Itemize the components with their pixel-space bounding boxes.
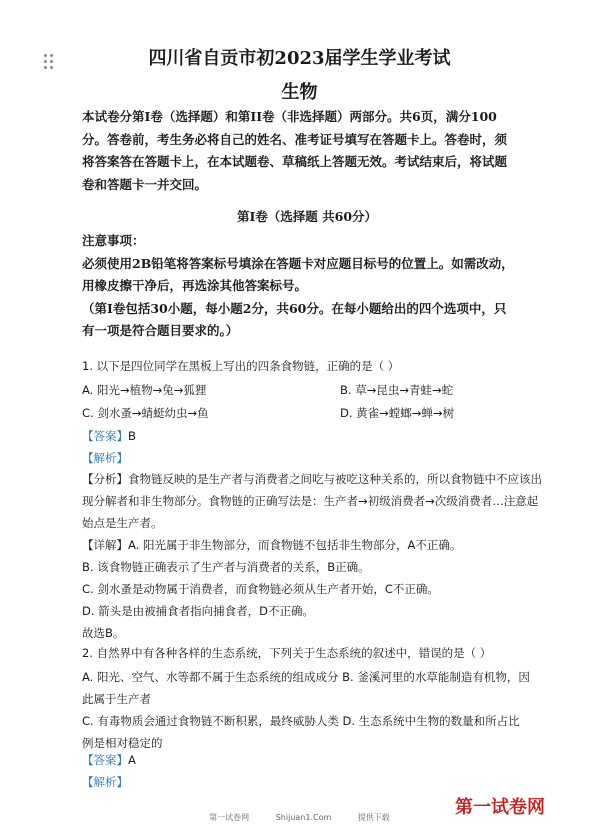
answer-tag: 【答案】: [82, 429, 128, 443]
notes: [82, 230, 532, 343]
analysis-line: 【详解】A. 阳光属于非生物部分，而食物链不包括非生物部分，A不正确。: [82, 538, 462, 552]
analysis-line: C. 剑水蚤是动物属于消费者，而食物链必须从生产者开始，C不正确。: [82, 582, 439, 596]
footer-note: 提供下载: [357, 813, 390, 822]
instructions: [82, 106, 532, 196]
note-line: 有一项是符合题目要求的。）: [82, 323, 239, 338]
analysis-tag: 【解析】: [82, 775, 128, 789]
watermark-logo: 第一试卷网: [455, 797, 545, 818]
analysis-line: 现分解者和非生物部分。食物链的正确写法是：生产者→初级消费者→次级消费者…注意起: [82, 494, 539, 508]
instruction-line: 卷和答题卡一并交回。: [82, 176, 208, 192]
question-2-analysis-tag: [82, 774, 128, 790]
instruction-line: 分。答卷前，考生务必将自己的姓名、准考证号填写在答题卡上。答卷时，须: [82, 131, 508, 147]
analysis-line: 【分析】食物链反映的是生产者与消费者之间吃与被吃这种关系的，所以食物链中不应该出: [82, 472, 542, 486]
analysis-line: B. 该食物链正确表示了生产者与消费者的关系，B正确。: [82, 560, 370, 574]
section-title: 第I卷（选择题 共60分）: [236, 209, 378, 224]
analysis-tag: 【解析】: [82, 451, 128, 465]
question-2-stem: 2. 自然界中有各种各样的生态系统，下列关于生态系统的叙述中，错误的是（ ）: [82, 646, 492, 660]
question-1-analysis-tag: [82, 450, 128, 466]
answer-tag: 【答案】: [82, 753, 128, 767]
instruction-line: 将答案答在答题卡上，在本试题卷、草稿纸上答题无效。考试结束后，将试题: [82, 154, 508, 169]
analysis-line: 故选B。: [82, 626, 125, 640]
option-line: A. 阳光、空气、水等都不属于生态系统的组成成分 B. 釜溪河里的水草能制造有机物，因: [82, 670, 530, 684]
footer-site: 第一试卷网: [209, 813, 250, 822]
option-line: C. 有毒物质会通过食物链不断积累，最终威胁人类 D. 生态系统中生物的数量和所占比: [82, 714, 520, 728]
question-1-stem: 1. 以下是四位同学在黑板上写出的四条食物链，正确的是（ ）: [82, 359, 400, 373]
note-line: 用橡皮擦干净后，再选涂其他答案标号。: [82, 278, 308, 293]
question-1-analysis: [82, 468, 542, 644]
analysis-line: D. 箭头是由被捕食者指向捕食者，D不正确。: [82, 604, 315, 618]
question-2-options: [82, 666, 530, 754]
notes-heading: 注意事项：: [82, 233, 145, 248]
question-1-option-b: B. 草→昆虫→青蛙→蛇: [340, 383, 454, 397]
answer-value: B: [128, 429, 136, 443]
question-1-answer: [82, 428, 136, 444]
note-line: （第I卷包括30小题，每小题2分，共60分。在每小题给出的四个选项中，只: [82, 300, 507, 316]
option-line: 例是相对稳定的: [82, 736, 163, 750]
question-1-option-a: A. 阳光→植物→兔→狐狸: [82, 383, 207, 397]
question-1-option-c: C. 剑水蚤→蜻蜓幼虫→鱼: [82, 406, 209, 420]
analysis-line: 始点是生产者。: [82, 516, 163, 530]
question-1-option-d: D. 黄雀→螳螂→蝉→树: [340, 406, 455, 420]
exam-title: 四川省自贡市初2023届学生学业考试: [148, 48, 451, 69]
answer-value: A: [128, 753, 136, 767]
footer-url[interactable]: Shijuan1.Com: [275, 813, 332, 822]
note-line: 必须使用2B铅笔将答案标号填涂在答题卡对应题目标号的位置上。如需改动，: [82, 255, 514, 271]
option-line: 此属于生产者: [82, 692, 151, 706]
instruction-line: 本试卷分第I卷（选择题）和第II卷（非选择题）两部分。共6页，满分100: [82, 109, 497, 124]
subject-title: 生物: [281, 82, 318, 103]
question-2-answer: [82, 752, 136, 768]
